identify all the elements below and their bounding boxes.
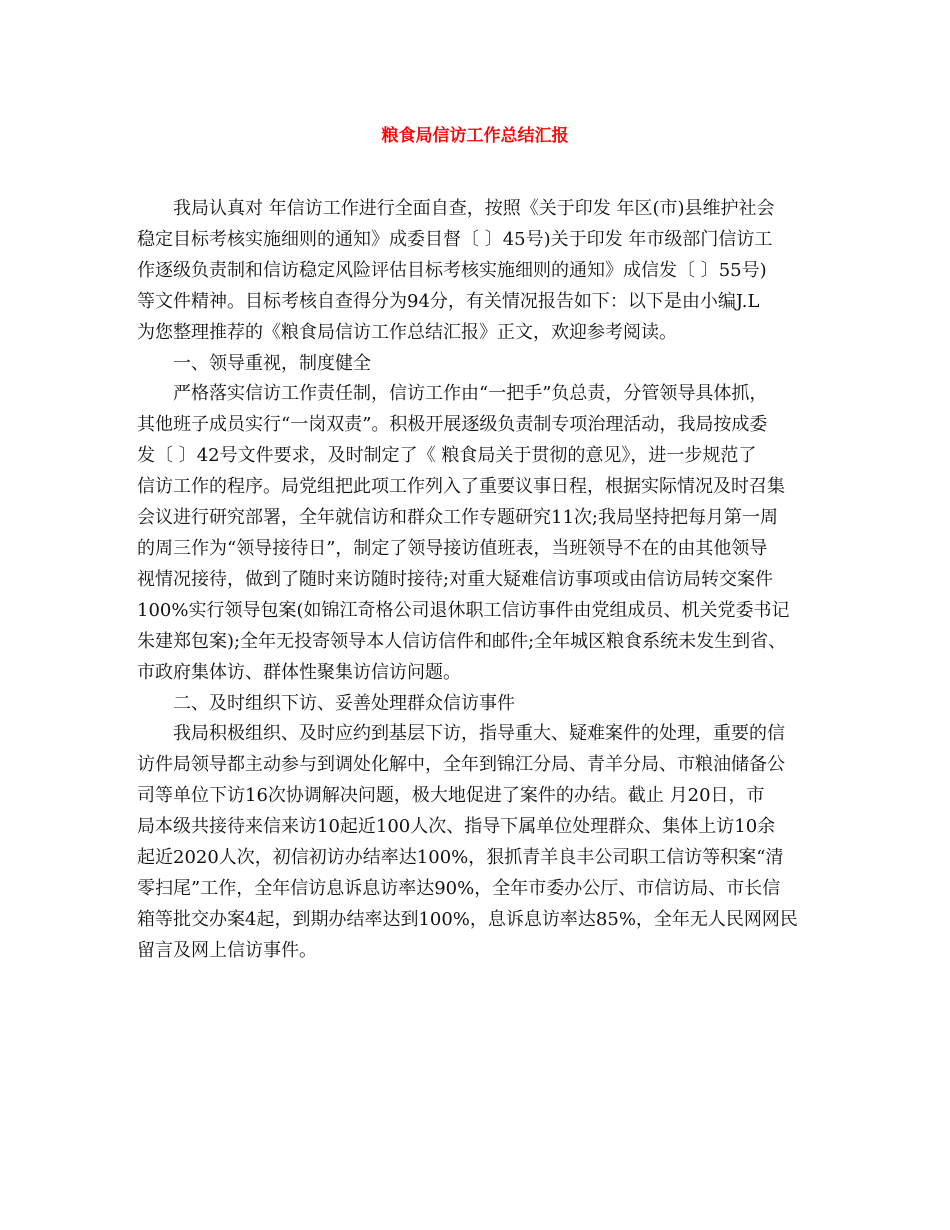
text-line: 一、领导重视，制度健全	[173, 352, 371, 374]
text-line: 我局认真对 年信访工作进行全面自查，按照《关于印发 年区(市)县维护社会	[173, 198, 775, 219]
text-line: 信访工作的程序。局党组把此项工作列入了重要议事日程，根据实际情况及时召集	[137, 476, 785, 498]
document-title: 粮食局信访工作总结汇报	[381, 126, 569, 146]
text-line: 箱等批交办案4起，到期办结率达到100%，息诉息访率达85%，全年无人民网网民	[137, 908, 798, 930]
text-line: 作逐级负责制和信访稳定风险评估目标考核实施细则的通知》成信发〔 〕55号)	[137, 259, 767, 281]
text-line: 等文件精神。目标考核自查得分为94分，有关情况报告如下：以下是由小编J.L	[137, 290, 760, 312]
text-line: 100%实行领导包案(如锦江奇格公司退休职工信访事件由党组成员、机关党委书记	[137, 599, 790, 621]
text-line: 严格落实信访工作责任制，信访工作由“一把手”负总责，分管领导具体抓，	[173, 383, 768, 405]
text-line: 其他班子成员实行“一岗双责”。积极开展逐级负责制专项治理活动，我局按成委	[137, 414, 768, 436]
text-line: 访件局领导都主动参与到调处化解中，全年到锦江分局、青羊分局、市粮油储备公	[137, 754, 785, 776]
text-line: 市政府集体访、群体性聚集访信访问题。	[137, 661, 461, 683]
text-line: 我局积极组织、及时应约到基层下访，指导重大、疑难案件的处理，重要的信	[173, 723, 785, 745]
text-line: 起近2020人次，初信初访办结率达100%，狠抓青羊良丰公司职工信访等积案“清	[137, 847, 784, 869]
text-line: 视情况接待，做到了随时来访随时接待;对重大疑难信访事项或由信访局转交案件	[137, 568, 774, 590]
text-line: 局本级共接待来信来访10起近100人次、指导下属单位处理群众、集体上访10余	[137, 816, 776, 838]
text-line: 零扫尾”工作，全年信访息诉息访率达90%，全年市委办公厅、市信访局、市长信	[137, 877, 781, 899]
text-line: 留言及网上信访事件。	[137, 939, 317, 961]
text-line: 稳定目标考核实施细则的通知》成委目督〔 〕45号)关于印发 年市级部门信访工	[137, 228, 773, 250]
text-line: 司等单位下访16次协调解决问题，极大地促进了案件的办结。截止 月20日，市	[137, 785, 765, 807]
text-line: 朱建郑包案);全年无投寄领导本人信访信件和邮件;全年城区粮食系统未发生到省、	[137, 630, 787, 652]
document-body	[137, 194, 817, 967]
text-line: 会议进行研究部署，全年就信访和群众工作专题研究11次;我局坚持把每月第一周	[137, 507, 778, 529]
text-line: 为您整理推荐的《粮食局信访工作总结汇报》正文，欢迎参考阅读。	[137, 321, 677, 343]
text-line: 发〔 〕42号文件要求，及时制定了《 粮食局关于贯彻的意见》，进一步规范了	[137, 445, 757, 467]
text-line: 的周三作为“领导接待日”，制定了领导接访值班表，当班领导不在的由其他领导	[137, 537, 768, 559]
text-line: 二、及时组织下访、妥善处理群众信访事件	[173, 692, 515, 714]
